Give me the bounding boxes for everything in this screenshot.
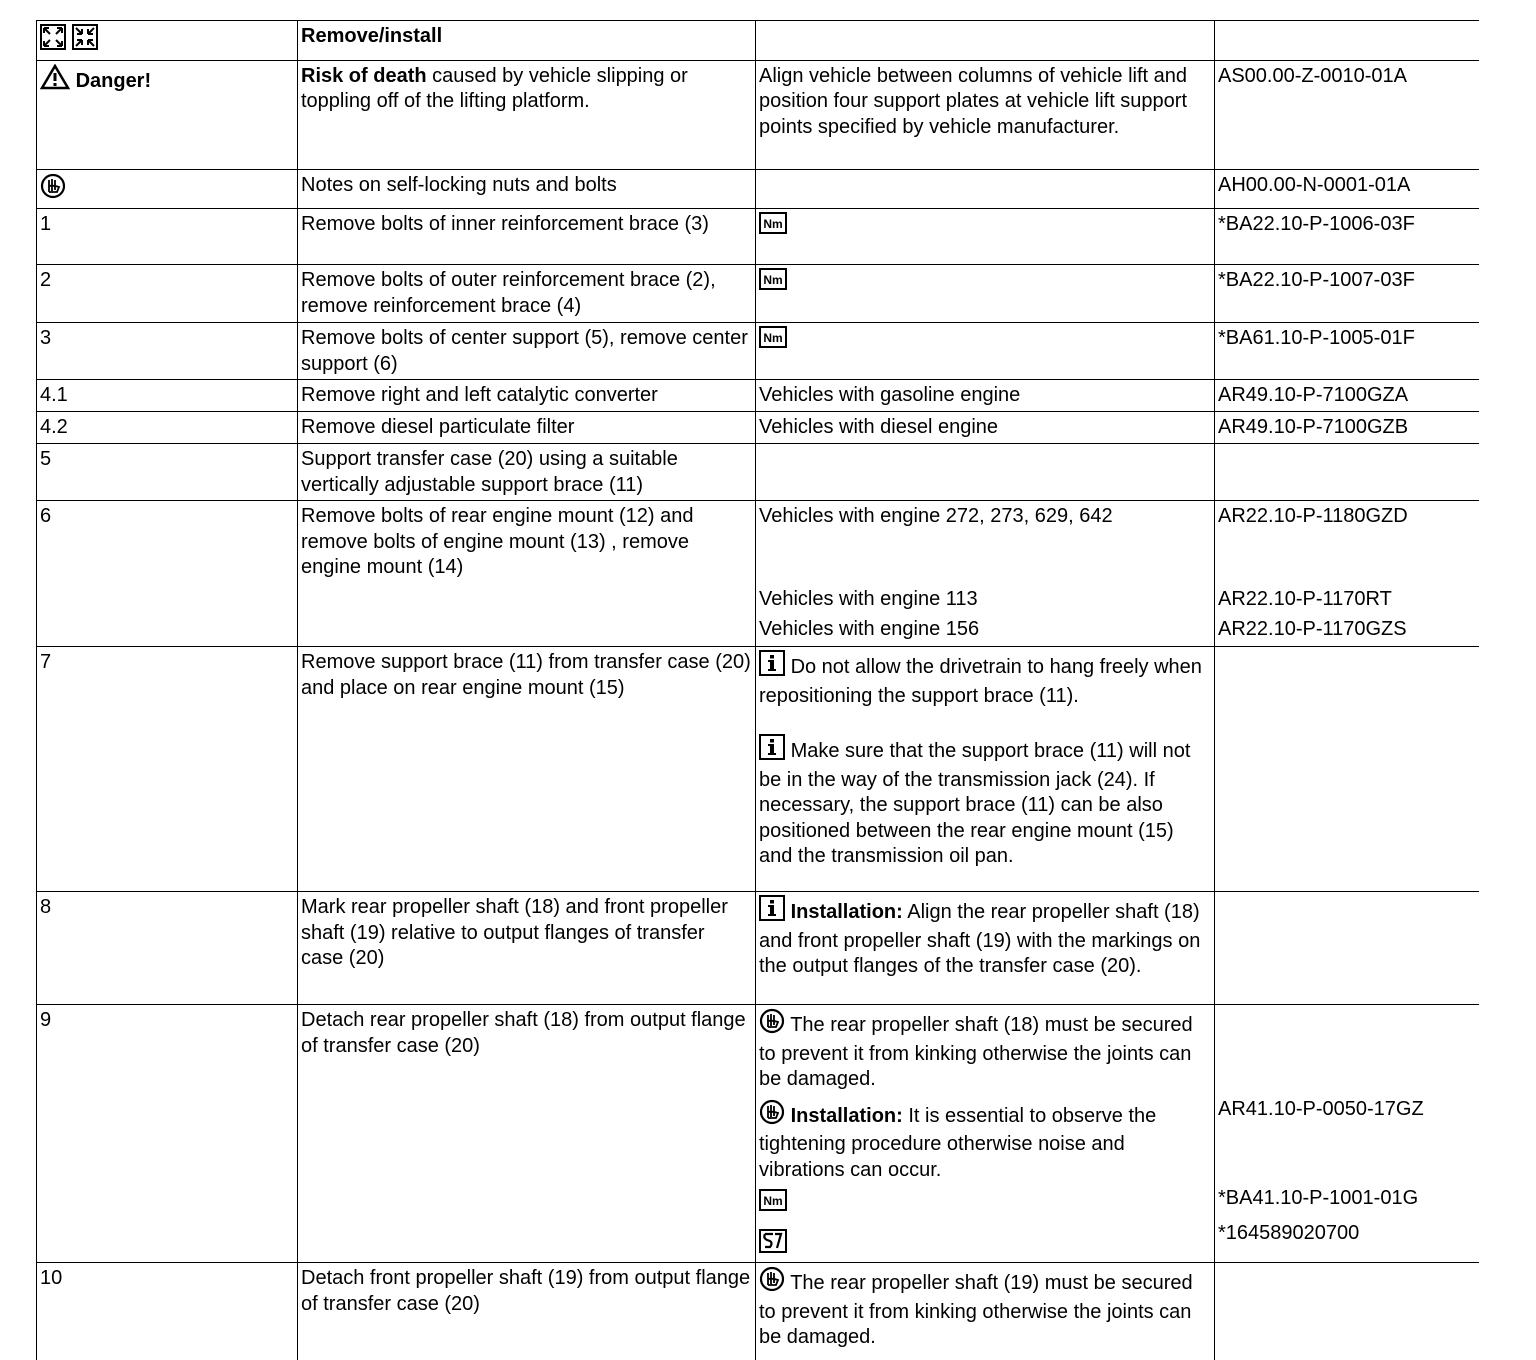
danger-ref-link[interactable]: AS00.00-Z-0010-01A xyxy=(1215,60,1480,169)
table-row xyxy=(37,380,1480,412)
header-row xyxy=(37,21,1480,61)
ref-link[interactable]: AR49.10-P-7100GZB xyxy=(1215,412,1480,444)
danger-row xyxy=(37,60,1480,169)
info-note: Installation: Align the rear propeller shaft (18) and front propeller shaft (19) with the markings on the output flanges of the transfer case (20). xyxy=(756,892,1215,1005)
step-number: 10 xyxy=(37,1263,298,1360)
risk-text: caused by vehicle slipping or toppling off of the lifting platform. xyxy=(301,64,688,112)
risk-heading: Risk of death xyxy=(301,64,427,87)
step-text: Detach rear propeller shaft (18) from output flange of transfer case (20) xyxy=(298,1005,756,1263)
caution-note: The rear propeller shaft (18) must be secured to prevent it from kinking otherwise the joints can be damaged. xyxy=(759,1008,1210,1093)
table-row xyxy=(37,1005,1480,1263)
ref-link[interactable]: AR22.10-P-1170RT xyxy=(1218,587,1392,610)
table-row xyxy=(37,647,1480,892)
ref-link[interactable]: *164589020700 xyxy=(1218,1222,1360,1244)
info-note: Make sure that the support brace (11) will not be in the way of the transmission jack (24). If necessary, the support brace (11) can be also positioned between the rear engine mount (15) and the transmission oil pan. xyxy=(759,734,1210,870)
ref-link[interactable]: *BA41.10-P-1001-01G xyxy=(1218,1186,1419,1209)
step-number: 9 xyxy=(37,1005,298,1263)
collapse-icon[interactable] xyxy=(72,24,98,58)
danger-instruction: Align vehicle between columns of vehicle lift and position four support plates at vehicle lift support points specified by vehicle manufacturer. xyxy=(756,60,1215,169)
torque-nm-icon[interactable] xyxy=(759,326,787,356)
step-number: 4.2 xyxy=(37,412,298,444)
procedure-table xyxy=(36,20,1479,1360)
warning-triangle-icon xyxy=(40,64,70,98)
step-text: Remove diesel particulate filter xyxy=(298,412,756,444)
special-tool-icon[interactable] xyxy=(759,1229,787,1261)
page-title: Remove/install xyxy=(298,21,756,61)
caution-note: Installation: It is essential to observe the tightening procedure otherwise noise and vibrations can occur. xyxy=(759,1099,1210,1184)
info-icon xyxy=(759,650,785,684)
step-number: 4.1 xyxy=(37,380,298,412)
table-row xyxy=(37,1263,1480,1360)
step-text: Remove support brace (11) from transfer case (20) and place on rear engine mount (15) xyxy=(298,647,756,892)
ref-link[interactable]: *BA22.10-P-1006-03F xyxy=(1215,209,1480,265)
step-condition: Vehicles with gasoline engine xyxy=(756,380,1215,412)
step-condition: Vehicles with diesel engine xyxy=(756,412,1215,444)
notes-row xyxy=(37,169,1480,209)
table-row xyxy=(37,209,1480,265)
step-number: 6 xyxy=(37,501,298,647)
table-row xyxy=(37,323,1480,380)
notes-text: Notes on self-locking nuts and bolts xyxy=(298,169,756,209)
step-text: Remove bolts of rear engine mount (12) and remove bolts of engine mount (13) , remove engine mount (14) xyxy=(298,501,756,647)
step-number: 8 xyxy=(37,892,298,1005)
note-hand-icon xyxy=(759,1266,785,1300)
step-text: Mark rear propeller shaft (18) and front propeller shaft (19) relative to output flanges of transfer case (20) xyxy=(298,892,756,1005)
step-text: Detach front propeller shaft (19) from output flange of transfer case (20) xyxy=(298,1263,756,1360)
step-number: 7 xyxy=(37,647,298,892)
danger-label: Danger! xyxy=(75,69,152,92)
torque-nm-icon[interactable] xyxy=(759,212,787,242)
step-number: 5 xyxy=(37,444,298,501)
step-text: Remove right and left catalytic converter xyxy=(298,380,756,412)
view-toggle-cell xyxy=(37,21,298,61)
step-number: 1 xyxy=(37,209,298,265)
ref-link[interactable]: AR22.10-P-1180GZD xyxy=(1218,505,1408,527)
torque-nm-icon[interactable] xyxy=(759,1189,787,1219)
ref-link[interactable]: AR22.10-P-1170GZS xyxy=(1218,618,1407,640)
note-hand-icon xyxy=(759,1008,785,1042)
notes-ref-link[interactable]: AH00.00-N-0001-01A xyxy=(1215,169,1480,209)
step-text: Remove bolts of outer reinforcement brace (2), remove reinforcement brace (4) xyxy=(298,265,756,323)
ref-link[interactable]: *BA61.10-P-1005-01F xyxy=(1215,323,1480,380)
step-condition: Vehicles with engine 272, 273, 629, 642 xyxy=(759,505,1113,527)
expand-icon[interactable] xyxy=(40,24,66,58)
caution-note: The rear propeller shaft (19) must be secured to prevent it from kinking otherwise the joints can be damaged. xyxy=(756,1263,1215,1360)
step-text: Support transfer case (20) using a suitable vertically adjustable support brace (11) xyxy=(298,444,756,501)
ref-link[interactable]: *BA22.10-P-1007-03F xyxy=(1215,265,1480,323)
svg-text:Nm: Nm xyxy=(763,331,783,345)
ref-link[interactable]: AR41.10-P-0050-17GZ xyxy=(1218,1098,1424,1120)
note-hand-icon xyxy=(40,173,66,207)
table-row xyxy=(37,265,1480,323)
step-text: Remove bolts of inner reinforcement brace (3) xyxy=(298,209,756,265)
ref-link[interactable]: AR49.10-P-7100GZA xyxy=(1215,380,1480,412)
info-note: Do not allow the drivetrain to hang freely when repositioning the support brace (11). xyxy=(759,650,1210,709)
step-condition: Vehicles with engine 156 xyxy=(759,618,980,640)
table-row xyxy=(37,444,1480,501)
step-text: Remove bolts of center support (5), remove center support (6) xyxy=(298,323,756,380)
step-condition: Vehicles with engine 113 xyxy=(759,587,978,610)
info-icon xyxy=(759,734,785,768)
svg-text:Nm: Nm xyxy=(763,1194,783,1208)
step-number: 3 xyxy=(37,323,298,380)
table-row xyxy=(37,892,1480,1005)
table-row xyxy=(37,412,1480,444)
svg-text:Nm: Nm xyxy=(763,273,783,287)
svg-text:Nm: Nm xyxy=(763,217,783,231)
info-icon xyxy=(759,895,785,929)
note-hand-icon xyxy=(759,1099,785,1133)
step-number: 2 xyxy=(37,265,298,323)
torque-nm-icon[interactable] xyxy=(759,268,787,298)
procedure-document xyxy=(36,20,1479,1360)
table-row xyxy=(37,501,1480,647)
